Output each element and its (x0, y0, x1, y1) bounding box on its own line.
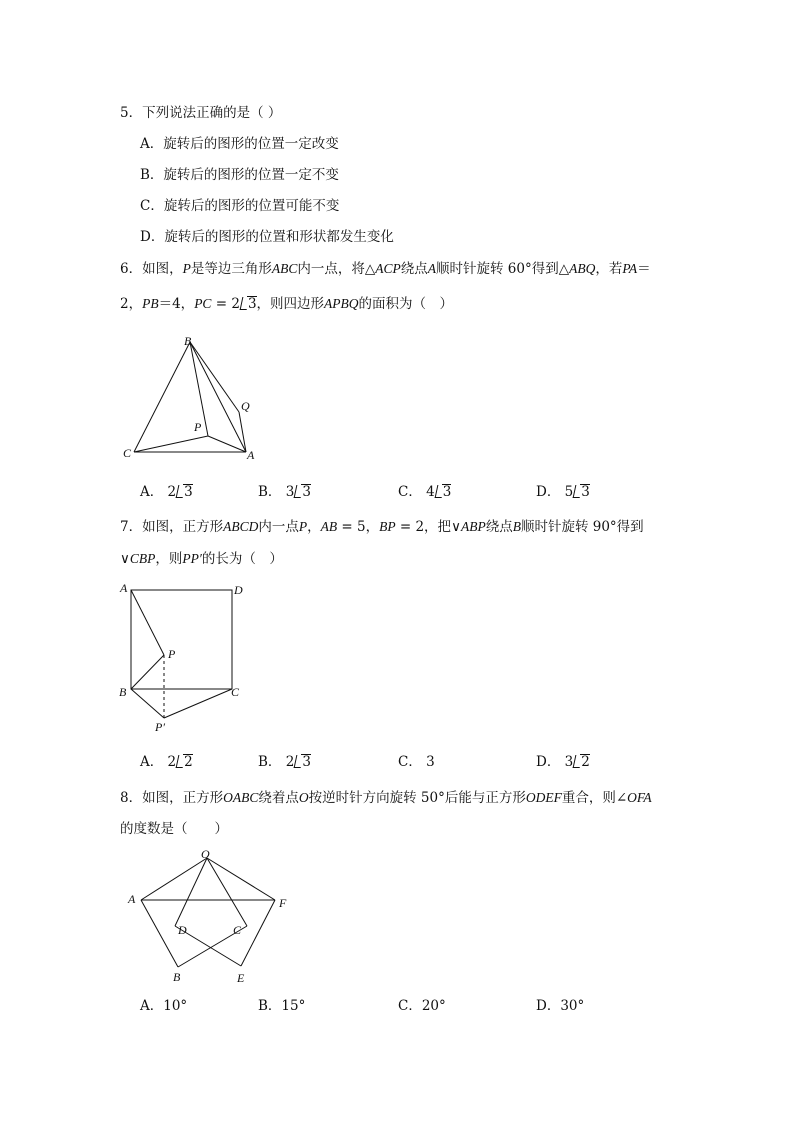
q8-option-b: B．15° (258, 998, 306, 1014)
q8-option-d: D．30° (536, 998, 585, 1014)
q7-label-c: C (231, 685, 240, 699)
q6-stem-line2: 2，PB＝4，PC = 2 3，则四边形APBQ的面积为（ ） (120, 296, 454, 312)
q8-label-o: O (201, 847, 210, 861)
q6-label-c: C (123, 446, 132, 460)
q6-label-b: B (184, 334, 192, 348)
q6-figure (118, 330, 268, 465)
q7-stem-line2: ∨CBP，则PP′的长为（ ） (120, 551, 283, 567)
q6-label-q: Q (241, 399, 250, 413)
q8-stem-line2: 的度数是（ ） (120, 821, 228, 837)
q8-label-f: F (279, 896, 287, 910)
q6-stem-line1: 6．如图，P是等边三角形ABC内一点，将△ACP绕点A顺时针旋转 60°得到△ABQ，若PA＝ (120, 261, 651, 277)
q7-option-b: B． 2 3 (258, 754, 311, 770)
q7-stem-line1: 7．如图，正方形ABCD内一点P，AB = 5，BP = 2，把∨ABP绕点B顺时针旋转 90°得到 (120, 519, 644, 535)
q8-label-d: D (178, 923, 187, 937)
q5-option-c: C．旋转后的图形的位置可能不变 (140, 198, 340, 214)
q7-label-a: A (120, 581, 128, 595)
q7-option-c: C． 3 (398, 754, 435, 770)
q6-label-a: A (247, 448, 255, 462)
q8-label-e: E (237, 971, 245, 985)
q6-label-p: P (194, 420, 202, 434)
q8-figure (120, 842, 300, 987)
q7-option-d: D． 3 2 (536, 754, 590, 770)
q5-option-d: D．旋转后的图形的位置和形状都发生变化 (140, 229, 394, 245)
q7-option-a: A． 2 2 (140, 754, 193, 770)
q7-figure (115, 578, 255, 733)
q5-option-a: A．旋转后的图形的位置一定改变 (140, 136, 339, 152)
q7-label-b: B (119, 685, 127, 699)
q7-label-d: D (234, 583, 243, 597)
q8-label-b: B (173, 970, 181, 984)
q8-stem-line1: 8．如图，正方形OABC绕着点O按逆时针方向旋转 50°后能与正方形ODEF重合，则∠OFA (120, 790, 652, 806)
q6-option-b: B． 3 3 (258, 484, 311, 500)
q5-stem: 5．下列说法正确的是（ ） (120, 105, 282, 121)
q6-option-d: D． 5 3 (536, 484, 590, 500)
q6-option-c: C． 4 3 (398, 484, 452, 500)
q8-option-c: C．20° (398, 998, 446, 1014)
q5-option-b: B．旋转后的图形的位置一定不变 (140, 167, 339, 183)
q7-label-p-prime: P′ (155, 720, 165, 733)
q8-label-a: A (128, 892, 136, 906)
q8-option-a: A．10° (140, 998, 188, 1014)
q8-label-c: C (233, 923, 242, 937)
q6-option-a: A． 2 3 (140, 484, 193, 500)
q7-label-p: P (168, 647, 176, 661)
